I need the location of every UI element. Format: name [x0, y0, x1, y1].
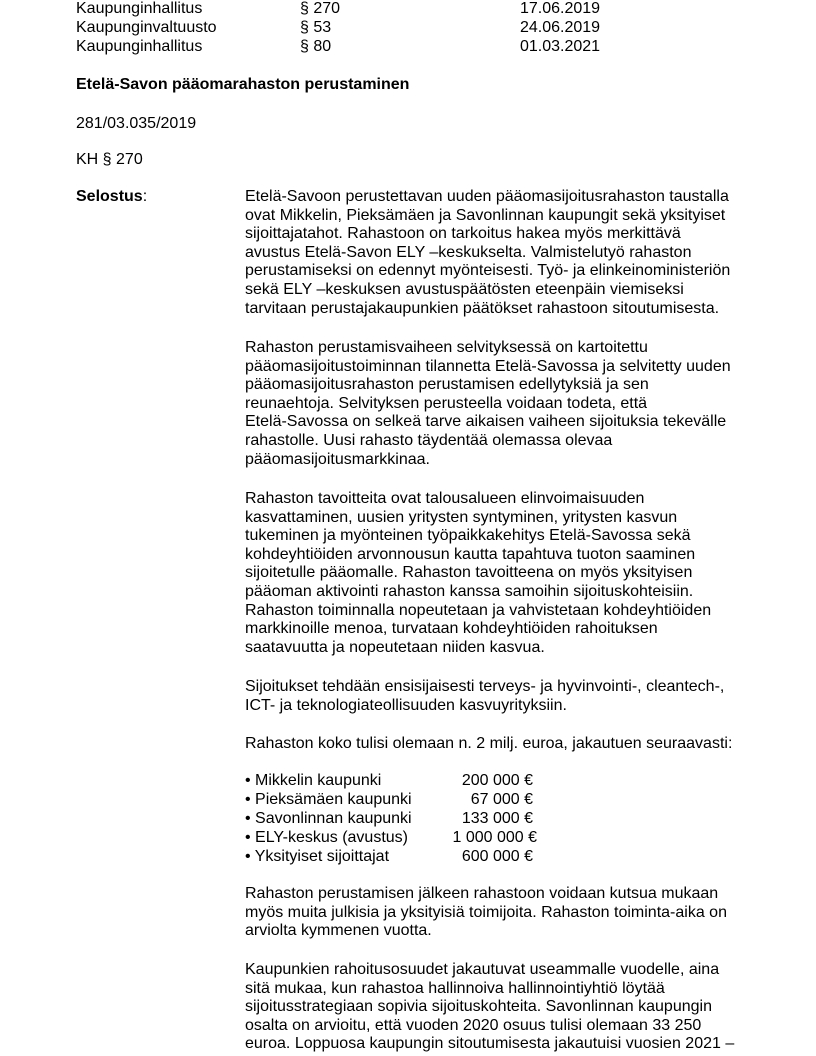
decision-section: § 80 — [300, 38, 332, 55]
decision-section: § 270 — [300, 0, 341, 17]
decision-date: 01.03.2021 — [520, 38, 601, 55]
body-paragraph: Sijoitukset tehdään ensisijaisesti terveys- ja hyvinvointi-, cleantech-, ICT- ja teknologiateollisuuden kasvuyrityksiin. — [245, 678, 725, 714]
decision-row — [76, 38, 776, 56]
allocation-item — [245, 791, 645, 809]
decision-body: Kaupunginvaltuusto — [76, 19, 217, 36]
selostus-heading — [76, 188, 147, 206]
allocation-name: • Pieksämäen kaupunki — [245, 791, 412, 808]
allocation-name: • Yksityiset sijoittajat — [245, 848, 390, 865]
selostus-label: Selostus — [76, 188, 143, 205]
allocation-amount: 1 000 000 € — [452, 829, 537, 846]
allocation-name: • Savonlinnan kaupunki — [245, 810, 412, 827]
allocation-amount: 67 000 € — [470, 791, 533, 808]
allocation-amount: 133 000 € — [461, 810, 533, 827]
allocation-name: • Mikkelin kaupunki — [245, 772, 382, 789]
decision-date: 24.06.2019 — [520, 19, 601, 36]
body-paragraph: Kaupunkien rahoitusosuudet jakautuvat useammalle vuodelle, aina sitä mukaa, kun rahastoa hallinnoiva hallinnointiyhtiö löytää sijoitusstrategiaan sopivia sijoituskohteita. Savonlinnan kaupungin osalta on arvioitu, että vuoden 2020 osuus tulisi olemaan 33 250 euroa. Loppuosa kaupungin sitoutumisesta jakautuisi vuosien 2021 – — [245, 961, 735, 1053]
allocation-amount: 200 000 € — [461, 772, 533, 789]
allocation-item — [245, 829, 645, 847]
selostus-body — [245, 188, 745, 1056]
allocation-item — [245, 810, 645, 828]
document-title: Etelä-Savon pääomarahaston perustaminen — [76, 76, 410, 93]
allocation-name: • ELY-keskus (avustus) — [245, 829, 408, 846]
selostus-colon: : — [142, 188, 148, 205]
body-paragraph: Rahaston koko tulisi olemaan n. 2 milj. euroa, jakautuen seuraavasti: — [245, 735, 733, 752]
decision-row — [76, 19, 776, 37]
decision-section: § 53 — [300, 19, 332, 36]
allocation-item — [245, 772, 645, 790]
decision-body: Kaupunginhallitus — [76, 38, 203, 55]
allocation-amount: 600 000 € — [461, 848, 533, 865]
allocation-item — [245, 848, 645, 866]
kh-section: KH § 270 — [76, 151, 143, 168]
reference-number: 281/03.035/2019 — [76, 115, 197, 132]
decision-date: 17.06.2019 — [520, 0, 601, 17]
decision-row — [76, 0, 776, 18]
body-paragraph: Rahaston tavoitteita ovat talousalueen elinvoimaisuuden kasvattaminen, uusien yritysten syntyminen, yritysten kasvun tukeminen ja myönteinen työpaikkakehitys Etelä-Savossa sekä kohdeyhtiöiden arvonnousun kautta tapahtuva tuoton saaminen sijoitetulle pääomalle. Rahaston tavoitteena on myös yksityisen pääoman aktivointi rahaston kanssa samoihin sijoituskohteisiin. Rahaston toiminnalla nopeutetaan ja vahvistetaan kohdeyhtiöiden markkinoille menoa, turvataan kohdeyhtiöiden rahoituksen saatavuutta ja nopeutetaan niiden kasvua. — [245, 490, 712, 656]
decision-body: Kaupunginhallitus — [76, 0, 203, 17]
body-paragraph: Etelä-Savoon perustettavan uuden pääomasijoitusrahaston taustalla ovat Mikkelin, Pieksämäen ja Savonlinnan kaupungit sekä yksityiset sijoittajatahot. Rahastoon on tarkoitus hakea myös merkittävä avustus Etelä-Savon ELY –keskukselta. Valmistelutyö rahaston perustamiseksi on edennyt myönteisesti. Työ- ja elinkeinoministeriön sekä ELY –keskuksen avustuspäätösten eteenpäin viemiseksi tarvitaan perustajakaupunkien päätökset rahastoon sitoutumisesta. — [245, 188, 731, 317]
body-paragraph: Rahaston perustamisvaiheen selvityksessä on kartoitettu pääomasijoitustoiminnan tilannetta Etelä-Savossa ja selvitetty uuden pääomasijoitusrahaston perustamisen edellytyksiä ja sen reunaehtoja. Selvityksen perusteella voidaan todeta, että Etelä-Savossa on selkeä tarve aikaisen vaiheen sijoituksia tekevälle rahastolle. Uusi rahasto täydentää olemassa olevaa pääomasijoitusmarkkinaa. — [245, 339, 731, 468]
body-paragraph: Rahaston perustamisen jälkeen rahastoon voidaan kutsua mukaan myös muita julkisia ja yksityisiä toimijoita. Rahaston toiminta-aika on arviolta kymmenen vuotta. — [245, 885, 727, 940]
